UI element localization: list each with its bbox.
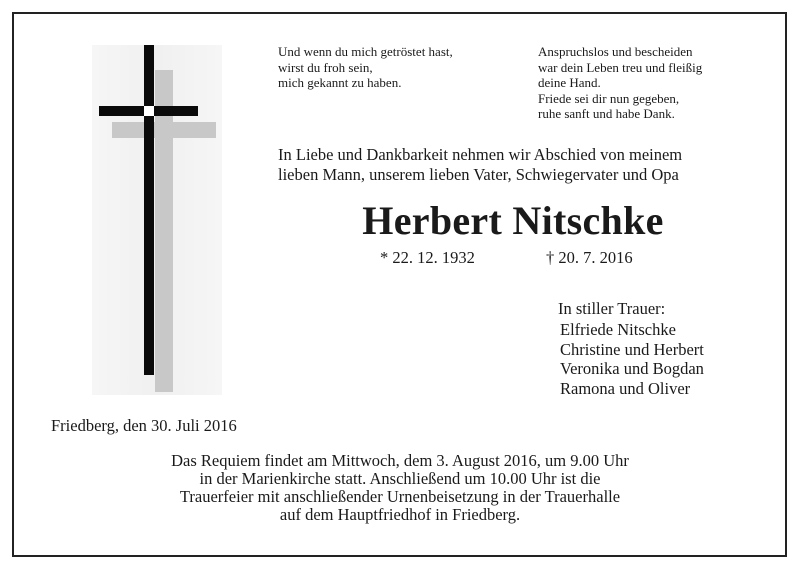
requiem-info: Das Requiem findet am Mittwoch, dem 3. August 2016, um 9.00 Uhr in der Marienkirche statt. Anschließend um 10.00 Uhr ist die Trauerfeier mit anschließender Urnenbeisetzung in der Trauerhalle auf dem Hauptfriedhof in Friedberg.	[171, 451, 629, 524]
death-date: † 20. 7. 2016	[546, 248, 633, 267]
cross-icon	[144, 45, 154, 375]
cross-shadow-bar	[112, 122, 216, 138]
mourner-name: Elfriede Nitschke	[560, 320, 676, 339]
farewell-intro: In Liebe und Dankbarkeit nehmen wir Abschied von meinem lieben Mann, unserem lieben Vater, Schwiegervater und Opa	[278, 145, 683, 184]
deceased-name: Herbert Nitschke	[362, 198, 664, 243]
place-date: Friedberg, den 30. Juli 2016	[51, 416, 237, 435]
cross-center	[144, 106, 154, 116]
mourner-name: Veronika und Bogdan	[560, 359, 704, 378]
poem-left: Und wenn du mich getröstet hast, wirst du froh sein, mich gekannt zu haben.	[278, 44, 453, 90]
mourning-heading: In stiller Trauer:	[558, 299, 666, 318]
mourner-list	[560, 320, 704, 398]
mourner-name: Ramona und Oliver	[560, 378, 691, 398]
cross-shadow-icon	[155, 70, 173, 392]
mourner-name: Christine und Herbert	[560, 339, 704, 359]
birth-date: * 22. 12. 1932	[380, 248, 475, 267]
poem-right: Anspruchslos und bescheiden war dein Leben treu und fleißig deine Hand. Friede sei dir nun gegeben, ruhe sanft und habe Dank.	[538, 44, 703, 121]
